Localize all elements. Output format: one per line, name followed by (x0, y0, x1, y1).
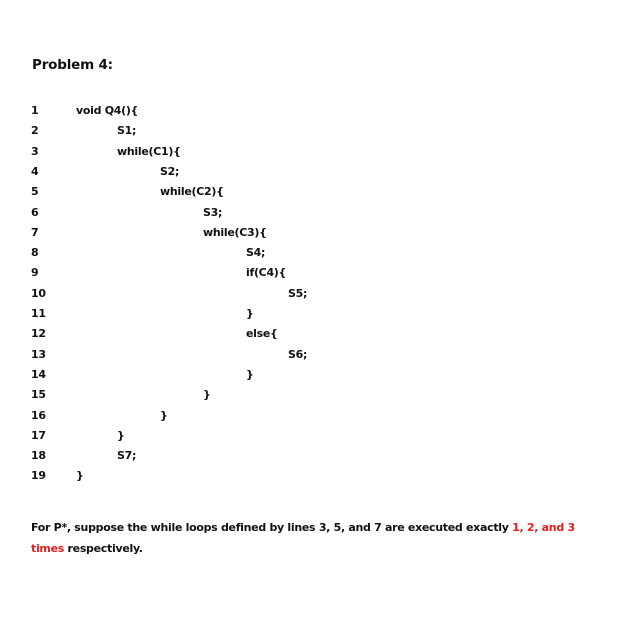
code-text: S5; (288, 286, 308, 300)
code-line (0, 429, 600, 449)
code-line (0, 449, 600, 469)
line-number: 4 (31, 164, 39, 178)
code-text: S3; (203, 205, 223, 219)
code-line (0, 104, 600, 124)
code-line (0, 388, 600, 408)
line-number: 6 (31, 205, 39, 219)
code-line (0, 327, 600, 347)
line-number: 15 (31, 388, 46, 402)
code-text: void Q4(){ (76, 104, 139, 117)
code-line (0, 469, 600, 489)
line-number: 16 (31, 408, 46, 422)
line-number: 10 (31, 286, 46, 300)
code-text: S6; (288, 347, 308, 361)
code-line (0, 368, 600, 388)
line-number: 11 (31, 307, 46, 320)
code-text: S2; (160, 164, 180, 178)
code-line (0, 185, 600, 205)
line-number: 9 (31, 266, 39, 280)
code-text: } (203, 388, 211, 402)
code-line (0, 266, 600, 286)
code-text: } (246, 307, 254, 320)
line-number: 8 (31, 246, 39, 260)
code-line (0, 124, 600, 144)
code-text: while(C1){ (117, 144, 181, 158)
code-line (0, 348, 600, 368)
line-number: 18 (31, 449, 46, 463)
code-text: while(C3){ (203, 225, 267, 239)
code-line (0, 287, 600, 307)
statement-text-end: respectively. (64, 542, 143, 555)
line-number: 5 (31, 185, 39, 199)
code-line (0, 165, 600, 185)
line-number: 19 (31, 469, 46, 483)
code-text: S7; (117, 449, 137, 463)
highlighted-counts: 1, 2, and 3 times (31, 521, 575, 555)
line-number: 3 (31, 144, 39, 158)
code-line (0, 145, 600, 165)
code-text: } (76, 469, 84, 483)
code-line (0, 206, 600, 226)
code-text: while(C2){ (160, 185, 224, 199)
line-number: 13 (31, 347, 46, 361)
code-line (0, 409, 600, 429)
line-number: 2 (31, 124, 39, 138)
code-text: else{ (246, 327, 278, 341)
statement-text: For P*, suppose the while loops defined by lines 3, 5, and 7 are executed exactly (31, 521, 513, 534)
code-text: } (160, 408, 168, 422)
line-number: 7 (31, 225, 39, 239)
line-number: 12 (31, 327, 46, 341)
code-line (0, 246, 600, 266)
line-number: 14 (31, 367, 46, 381)
code-text: S1; (117, 124, 137, 138)
code-text: } (246, 367, 254, 381)
code-line (0, 307, 600, 327)
code-text: if(C4){ (246, 266, 287, 280)
line-number: 1 (31, 104, 39, 117)
line-number: 17 (31, 428, 46, 442)
code-text: } (117, 428, 125, 442)
code-line (0, 226, 600, 246)
problem-title: Problem 4: (32, 57, 113, 73)
code-text: S4; (246, 246, 266, 260)
problem-statement (31, 517, 591, 559)
